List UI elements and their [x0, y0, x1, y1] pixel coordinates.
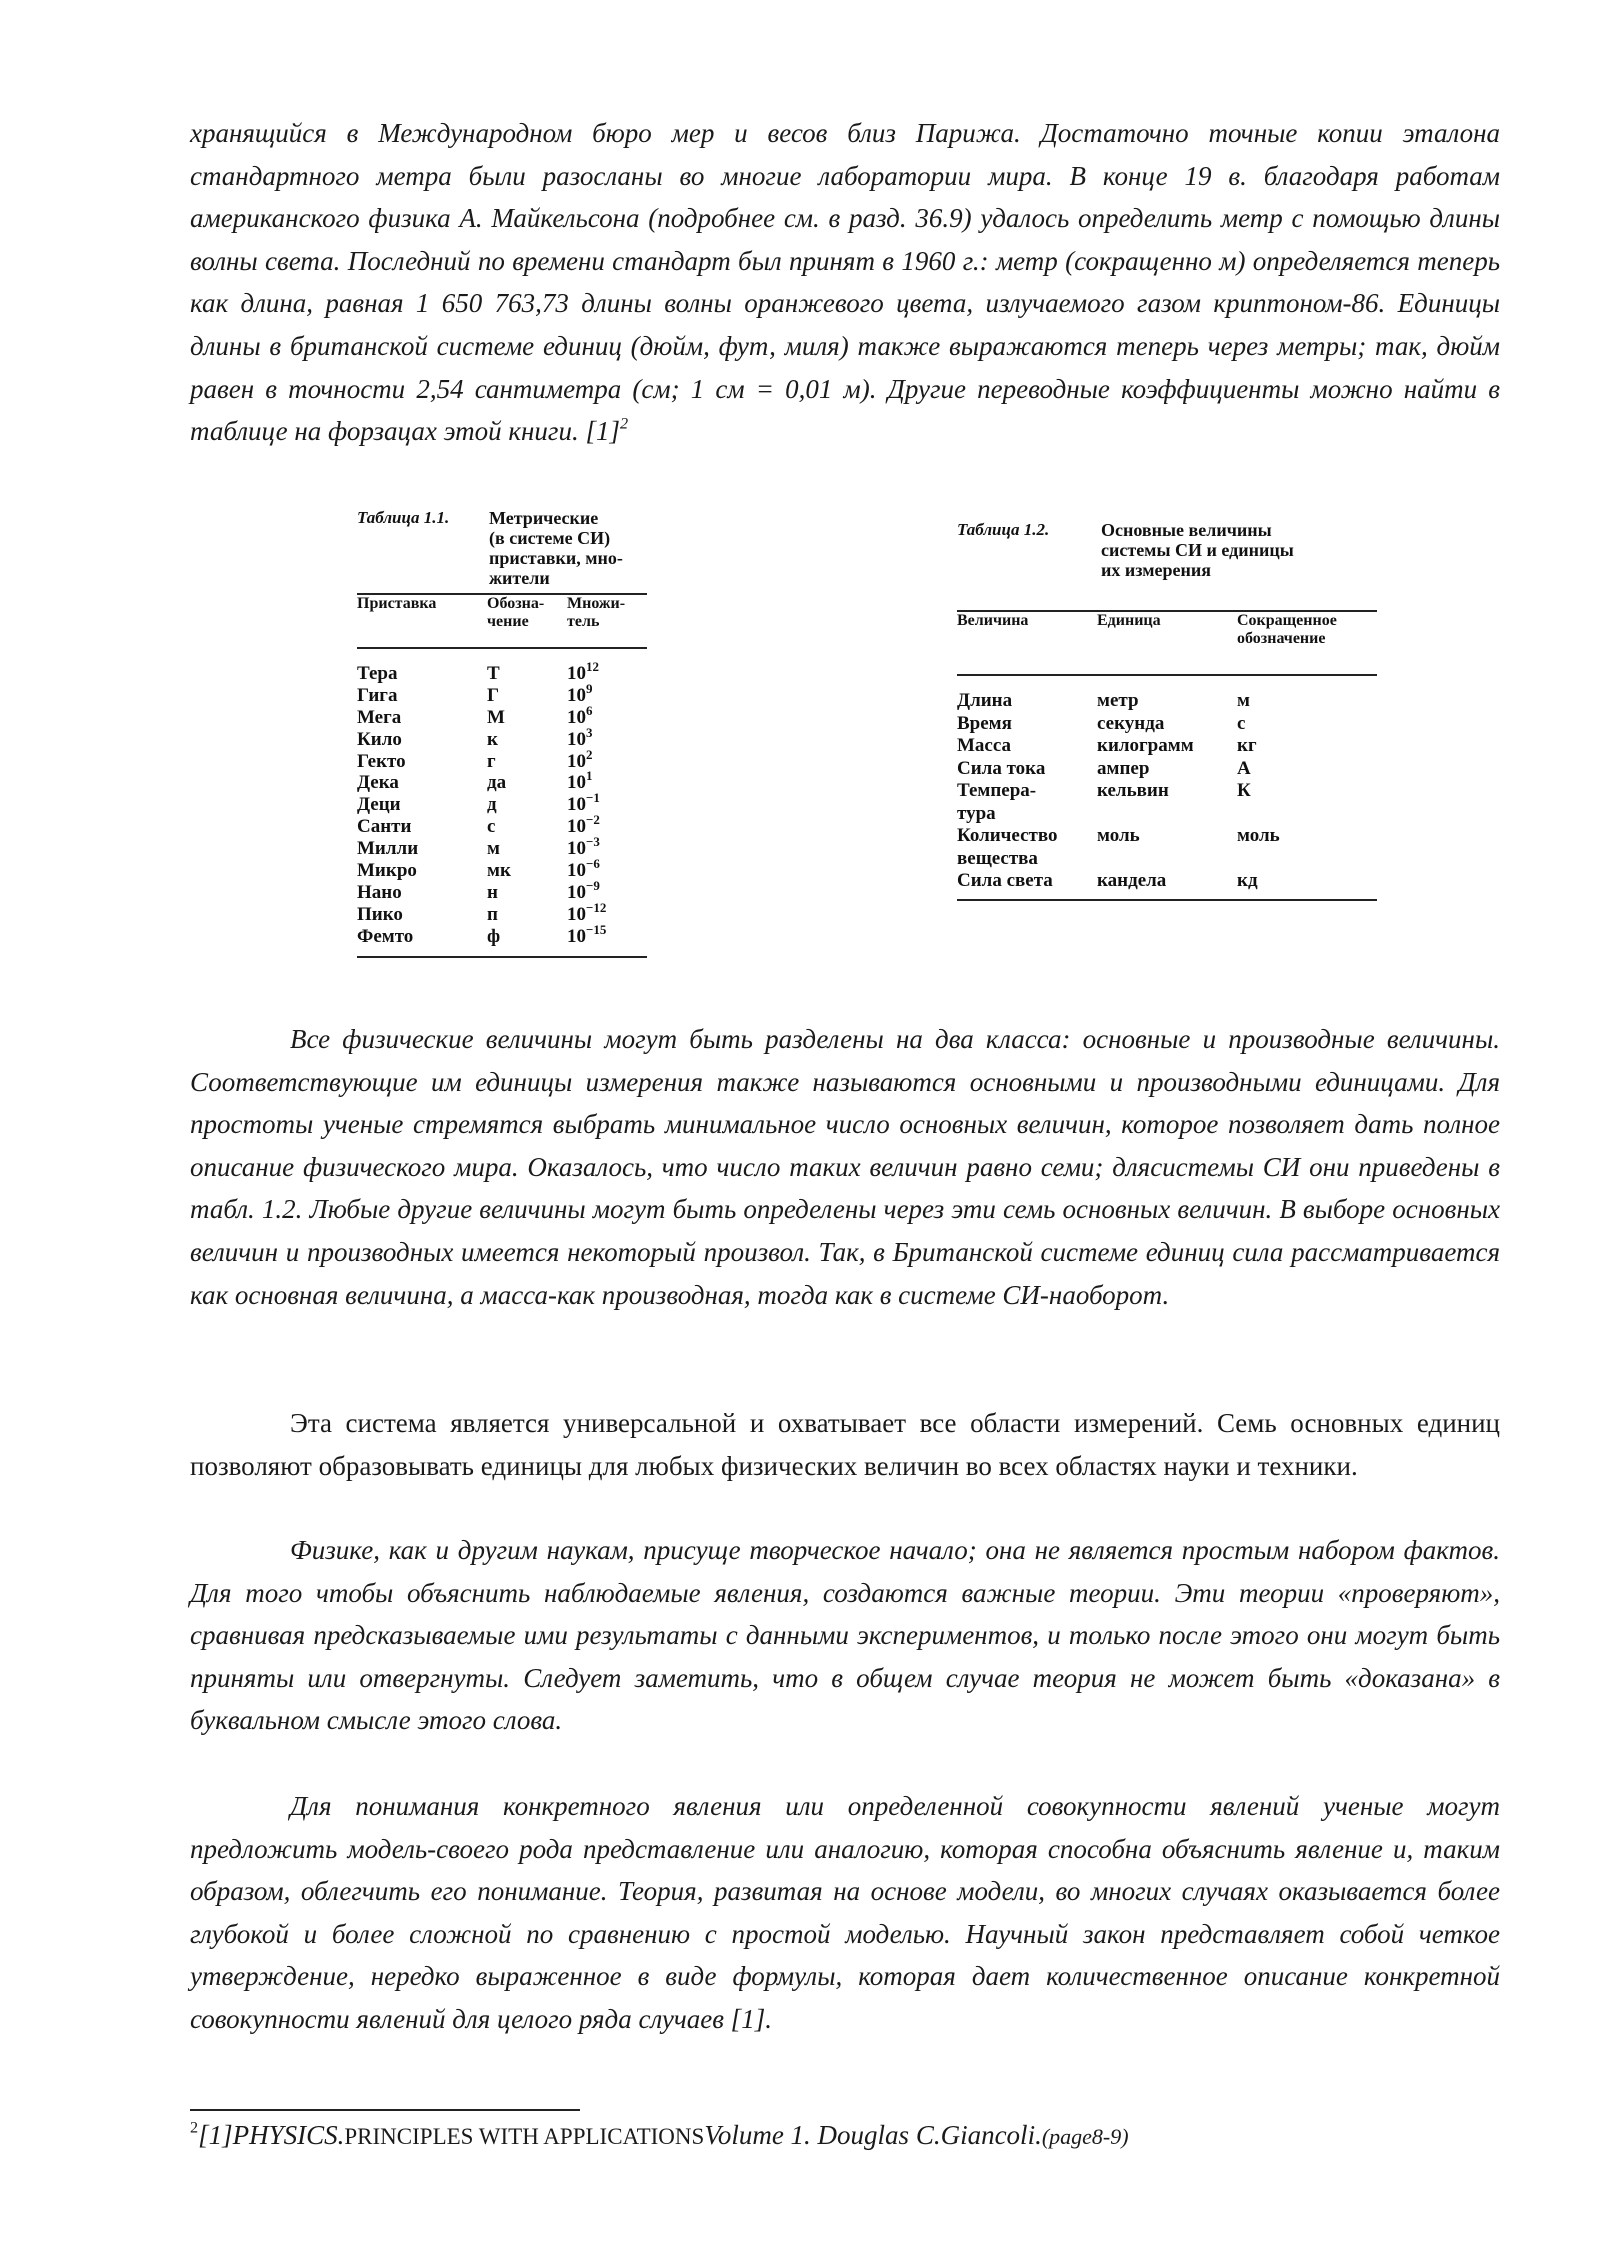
header-prefix: Приставка [357, 595, 437, 612]
cell-unit: килограмм [1097, 735, 1194, 756]
cell-multiplier: $10^1$ [567, 768, 593, 794]
cell-unit: кандела [1097, 870, 1167, 891]
table-row [957, 870, 1377, 893]
cell-symbol: м [487, 838, 500, 860]
table-metric-prefixes [357, 508, 647, 958]
cell-abbreviation: А [1237, 757, 1251, 779]
table-row [957, 735, 1377, 758]
footnote-author: Volume 1. Douglas C.Giancoli. [704, 2120, 1042, 2150]
cell-multiplier: $10^{12}$ [567, 659, 599, 684]
cell-quantity: Сила тока [957, 757, 1046, 779]
table-row [357, 724, 647, 751]
cell-multiplier: $10^{-9}$ [567, 877, 600, 903]
cell-unit: ампер [1097, 757, 1150, 779]
cell-abbreviation: м [1237, 690, 1250, 711]
table-row [957, 690, 1377, 713]
table-row [357, 921, 647, 948]
table-rule [357, 956, 647, 958]
table-row [957, 713, 1377, 736]
cell-abbreviation: кд [1237, 870, 1258, 891]
table-title [489, 508, 649, 588]
table-header-row [357, 595, 647, 647]
table-rule [957, 899, 1377, 901]
table-body [357, 649, 647, 948]
cell-prefix: Пико [357, 903, 403, 925]
cell-symbol: н [487, 881, 498, 903]
cell-symbol: Г [487, 684, 500, 706]
cell-unit: кельвин [1097, 780, 1169, 801]
footnote-mark: 2 [190, 2118, 199, 2137]
cell-symbol: к [487, 728, 498, 750]
header-abbreviation: Сокращенное обозначение [1237, 612, 1337, 647]
footnote-ref: [1]PHYSICS. [198, 2120, 345, 2150]
table-title-line: их измерения [1101, 560, 1211, 580]
cell-quantity: Сила света [957, 870, 1053, 891]
cell-prefix: Фемто [357, 925, 414, 947]
cell-unit: моль [1097, 825, 1140, 846]
header-multiplier: Множи- тель [567, 595, 626, 630]
cell-multiplier: $10^{-3}$ [567, 834, 600, 860]
cell-quantity: Время [957, 712, 1012, 734]
table-title-line: Метрические [489, 508, 599, 528]
cell-quantity: Длина [957, 690, 1013, 711]
cell-multiplier: $10^{-6}$ [567, 856, 600, 882]
table-caption [957, 520, 1377, 610]
cell-abbreviation: К [1237, 780, 1251, 801]
table-row [357, 812, 647, 838]
cell-prefix: Деци [357, 794, 401, 816]
cell-symbol: М [487, 706, 505, 728]
intro-paragraph-text: хранящийся в Международном бюро мер и весов близ Парижа. Достаточно точные копии эталона стандартного метра были разосланы во многие лаборатории мира. В конце 19 в. благодаря работам американского физика А. Майкельсона (подробнее см. в разд. 36.9) удалось определить метр с помощью длины волны света. Последний по времени стандарт был принят в 1960 г.: метр (сокращенно м) определяется теперь как длина, равная 1 650 763,73 длины волны оранжевого цвета, излучаемого газом криптоном-86. Единицы длины в британской системе единиц (дюйм, фут, миля) также выражаются теперь через метры; так, дюйм равен в точности 2,54 сантиметра (см; 1 см = 0,01 м). Другие переводные коэффициенты можно найти в таблице на форзацах этой книги. [1] [190, 118, 1500, 447]
table-title-line: жители [489, 568, 550, 588]
cell-prefix: Гига [357, 684, 398, 706]
table-title [1101, 520, 1371, 580]
header-symbol: Обозна- чение [487, 595, 545, 630]
body-paragraph: Все физические величины могут быть разделены на два класса: основные и производные величины. Соответствующие им единицы измерения также называются основными и производными единицами. Для простоты ученые стремятся выбрать минимальное число основных величин, которое позволяет дать полное описание физического мира. Оказалось, что число таких величин равно семи; длясистемы СИ они приведены в табл. 1.2. Любые другие величины могут быть определены через эти семь основных величин. В выборе основных величин и производных имеется некоторый произвол. Так, в Британской системе единиц сила рассматривается как основная величина, а масса-как производная, тогда как в системе СИ-наоборот. [190, 1024, 1500, 1310]
cell-multiplier: $10^2$ [567, 746, 593, 772]
cell-symbol: г [487, 750, 496, 772]
table-row [957, 758, 1377, 781]
table-row [957, 780, 1377, 825]
table-label: Таблица 1.2. [957, 520, 1050, 539]
footnote-book-title: PRINCIPLES WITH APPLICATIONS [344, 2124, 705, 2149]
cell-unit: метр [1097, 690, 1139, 711]
cell-multiplier: $10^{-15}$ [567, 921, 607, 947]
cell-multiplier: $10^{-12}$ [567, 899, 607, 925]
table-row [357, 659, 647, 685]
cell-symbol: мк [487, 860, 511, 882]
cell-prefix: Тера [357, 663, 398, 684]
body-paragraph: Эта система является универсальной и охватывает все области измерений. Семь основных единиц позволяют образовывать единицы для любых физических величин во всех областях науки и техники. [190, 1408, 1500, 1481]
cell-quantity: Темпера- тура [957, 780, 1037, 824]
cell-quantity: Количество вещества [957, 825, 1058, 869]
cell-abbreviation: моль [1237, 825, 1280, 846]
cell-quantity: Масса [957, 735, 1012, 756]
cell-prefix: Санти [357, 816, 412, 838]
cell-prefix: Милли [357, 838, 419, 860]
cell-prefix: Мега [357, 706, 402, 728]
cell-abbreviation: кг [1237, 735, 1257, 756]
table-row [357, 790, 647, 816]
table-title-line: (в системе СИ) [489, 528, 611, 548]
cell-prefix: Нано [357, 881, 402, 903]
cell-multiplier: $10^{-2}$ [567, 812, 600, 838]
table-row [357, 834, 647, 860]
table-label: Таблица 1.1. [357, 508, 450, 527]
footnote [190, 2118, 1510, 2154]
body-paragraph: Физике, как и другим наукам, присуще творческое начало; она не является простым набором фактов. Для того чтобы объяснить наблюдаемые явления, создаются важные теории. Эти теории «проверяют», сравнивая предсказываемые ими результаты с данными экспериментов, и только после этого они могут быть приняты или отвергнуты. Следует заметить, что в общем случае теория не может быть «доказана» в буквальном смысле этого слова. [190, 1535, 1500, 1736]
cell-symbol: да [487, 772, 507, 794]
cell-unit: секунда [1097, 712, 1165, 734]
cell-multiplier: $10^{-1}$ [567, 790, 600, 816]
table-title-line: приставки, мно- [489, 548, 623, 568]
cell-prefix: Гекто [357, 750, 406, 772]
cell-multiplier: $10^9$ [567, 680, 593, 706]
footnote-separator [190, 2109, 580, 2111]
cell-multiplier: $10^3$ [567, 724, 593, 750]
table-title-line: системы СИ и единицы [1101, 540, 1294, 560]
table-row [957, 825, 1377, 870]
intro-paragraph [190, 112, 1500, 453]
table-caption [357, 508, 647, 593]
table-body [957, 676, 1377, 899]
header-unit: Единица [1097, 612, 1161, 629]
cell-prefix: Кило [357, 728, 402, 750]
cell-prefix: Дека [357, 772, 399, 794]
cell-multiplier: $10^6$ [567, 702, 593, 728]
table-row [357, 746, 647, 773]
body-paragraph: Для понимания конкретного явления или определенной совокупности явлений ученые могут предложить модель-своего рода представление или аналогию, которая способна объяснить явление и, таким образом, облегчить его понимание. Теория, развитая на основе модели, во многих случаях оказывается более глубокой и более сложной по сравнению с простой моделью. Научный закон представляет собой четкое утверждение, нередко выраженное в виде формулы, которая дает количественное описание конкретной совокупности явлений для целого ряда случаев [1]. [190, 1791, 1500, 2034]
table-row [357, 856, 647, 882]
header-quantity: Величина [957, 612, 1029, 629]
table-row [357, 680, 647, 707]
cell-symbol: Т [487, 663, 500, 684]
footnote-reference: 2 [619, 414, 629, 433]
cell-prefix: Микро [357, 860, 417, 882]
cell-symbol: ф [487, 925, 501, 947]
table-header-row [957, 612, 1377, 674]
table-row [357, 702, 647, 729]
table-si-base-quantities [957, 520, 1377, 901]
footnote-pages: (page8-9) [1041, 2124, 1129, 2149]
table-title-line: Основные величины [1101, 520, 1272, 540]
cell-symbol: с [487, 816, 496, 838]
cell-abbreviation: с [1237, 712, 1246, 734]
cell-symbol: п [487, 903, 498, 925]
table-row [357, 768, 647, 794]
cell-symbol: д [487, 794, 497, 816]
